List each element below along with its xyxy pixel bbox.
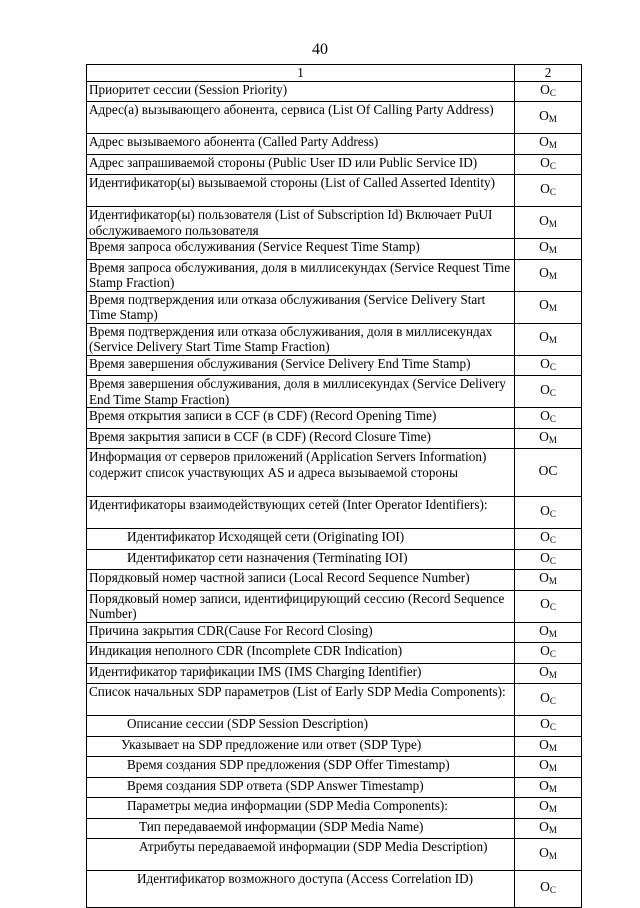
- row-value: [515, 239, 582, 260]
- row-value: [515, 207, 582, 239]
- value-base: O: [539, 212, 549, 228]
- table-row: [87, 134, 582, 155]
- value-sub: C: [549, 885, 556, 896]
- row-value: [515, 81, 582, 102]
- value-base: O: [540, 408, 550, 423]
- row-label: Идентификаторы взаимодействующих сетей (Inter Operator Identifiers):: [87, 497, 515, 529]
- table-row: [87, 239, 582, 260]
- value-base: O: [539, 107, 549, 123]
- table-row: [87, 663, 582, 684]
- table-row: [87, 622, 582, 643]
- row-label: Время запроса обслуживания, доля в миллисекундах (Service Request Time Stamp Fraction): [87, 259, 515, 291]
- row-value: [515, 777, 582, 798]
- value-sub: C: [549, 649, 556, 659]
- row-label: Идентификатор(ы) вызываемой стороны (List of Called Asserted Identity): [87, 175, 515, 207]
- row-label: Порядковый номер записи, идентифицирующий сессию (Record Sequence Number): [87, 590, 515, 622]
- row-value: [515, 408, 582, 429]
- table-header-row: [87, 65, 582, 82]
- value-sub: M: [548, 434, 557, 445]
- row-label: Приоритет сессии (Session Priority): [87, 81, 515, 102]
- row-value: [515, 798, 582, 819]
- value-sub: C: [549, 160, 556, 171]
- value-base: O: [540, 154, 550, 170]
- row-label: Идентификатор сети назначения (Terminating IOI): [87, 549, 515, 570]
- table-row: [87, 207, 582, 239]
- row-value: [515, 154, 582, 175]
- value-base: O: [539, 297, 549, 313]
- table-row: [87, 590, 582, 622]
- row-value: [515, 622, 582, 643]
- row-label: Причина закрытия CDR(Cause For Record Closing): [87, 622, 515, 643]
- table-row: [87, 839, 582, 871]
- value-base: O: [539, 428, 549, 444]
- table-row: [87, 102, 582, 134]
- row-label: Параметры медиа информации (SDP Media Components):: [87, 798, 515, 819]
- page-number: 40: [312, 41, 328, 58]
- table-row: [87, 449, 582, 497]
- row-value: [515, 818, 582, 839]
- value-base: O: [539, 265, 549, 281]
- row-label: Время завершения обслуживания, доля в миллисекундах (Service Delivery End Time Stamp Fraction): [87, 376, 515, 408]
- value-base: O: [539, 777, 549, 793]
- row-label: Время создания SDP предложения (SDP Offer Timestamp): [87, 757, 515, 778]
- value-base: O: [539, 570, 549, 585]
- row-label: Время подтверждения или отказа обслуживания, доля в миллисекундах (Service Delivery Start Time Stamp Fraction): [87, 323, 515, 355]
- value-sub: C: [549, 508, 556, 519]
- row-label: Идентификатор тарификации IMS (IMS Charging Identifier): [87, 663, 515, 684]
- value-base: O: [540, 529, 550, 544]
- row-label: Список начальных SDP параметров (List of Early SDP Media Components):: [87, 684, 515, 716]
- value-sub: C: [549, 555, 556, 566]
- table-row: [87, 684, 582, 716]
- row-value: [515, 355, 582, 376]
- table-row: [87, 175, 582, 207]
- row-value: [515, 428, 582, 449]
- row-value: [515, 570, 582, 591]
- row-label: Время завершения обслуживания (Service Delivery End Time Stamp): [87, 355, 515, 376]
- row-value: [515, 684, 582, 716]
- row-label: Указывает на SDP предложение или ответ (SDP Type): [87, 736, 515, 757]
- table-row: [87, 376, 582, 408]
- table-row: [87, 570, 582, 591]
- value-base: O: [540, 81, 550, 97]
- header-col-1: 1: [87, 65, 515, 82]
- value-sub: C: [549, 387, 556, 398]
- value-base: O: [539, 239, 549, 254]
- value-base: O: [540, 502, 550, 518]
- value-base: O: [540, 596, 550, 612]
- row-value: [515, 663, 582, 684]
- table-row: [87, 757, 582, 778]
- row-value: [515, 757, 582, 778]
- row-label: Информация от серверов приложений (Application Servers Information) содержит список участвующих AS и адреса вызываемой стороны: [87, 449, 515, 497]
- value-base: OC: [538, 462, 558, 478]
- row-value: [515, 736, 582, 757]
- value-sub: M: [548, 303, 557, 314]
- row-label: Адрес(а) вызывающего абонента, сервиса (List Of Calling Party Address): [87, 102, 515, 134]
- value-sub: M: [548, 669, 557, 680]
- table-row: [87, 643, 582, 664]
- row-value: [515, 716, 582, 737]
- value-base: O: [539, 844, 549, 860]
- row-value: [515, 497, 582, 529]
- row-label: Индикация неполного CDR (Incomplete CDR Indication): [87, 643, 515, 664]
- table-row: [87, 871, 582, 908]
- value-base: O: [540, 180, 550, 196]
- value-sub: M: [548, 576, 557, 586]
- value-sub: C: [549, 87, 556, 98]
- value-sub: M: [548, 628, 557, 639]
- row-value: [515, 259, 582, 291]
- table-row: [87, 408, 582, 429]
- value-sub: C: [549, 414, 556, 424]
- row-label: Идентификатор Исходящей сети (Originating IOI): [87, 529, 515, 550]
- row-value: [515, 291, 582, 323]
- value-sub: C: [549, 361, 556, 372]
- value-sub: M: [548, 271, 557, 282]
- row-label: Адрес вызываемого абонента (Called Party Address): [87, 134, 515, 155]
- row-label: Атрибуты передаваемой информации (SDP Media Description): [87, 839, 515, 871]
- row-value: [515, 449, 582, 497]
- value-sub: M: [548, 113, 557, 124]
- row-label: Время подтверждения или отказа обслуживания (Service Delivery Start Time Stamp): [87, 291, 515, 323]
- row-value: [515, 323, 582, 355]
- value-sub: C: [549, 535, 556, 545]
- value-base: O: [539, 818, 549, 834]
- value-sub: M: [548, 783, 557, 794]
- value-sub: C: [549, 186, 556, 197]
- table-row: [87, 818, 582, 839]
- table-row: [87, 323, 582, 355]
- value-base: O: [540, 549, 550, 565]
- row-value: [515, 134, 582, 155]
- value-sub: M: [548, 218, 557, 229]
- row-value: [515, 871, 582, 908]
- table-row: [87, 355, 582, 376]
- parameter-table: [86, 64, 582, 908]
- value-base: O: [539, 663, 549, 679]
- row-label: Идентификатор возможного доступа (Access Correlation ID): [87, 871, 515, 908]
- row-value: [515, 549, 582, 570]
- row-label: Время закрытия записи в CCF (в CDF) (Record Closure Time): [87, 428, 515, 449]
- table-row: [87, 716, 582, 737]
- value-base: O: [540, 716, 550, 731]
- table-row: [87, 428, 582, 449]
- value-sub: M: [548, 804, 557, 814]
- value-sub: M: [548, 335, 557, 346]
- value-base: O: [540, 355, 550, 371]
- table-row: [87, 81, 582, 102]
- value-sub: M: [548, 850, 557, 861]
- row-value: [515, 529, 582, 550]
- table-row: [87, 497, 582, 529]
- table-row: [87, 291, 582, 323]
- row-label: Описание сессии (SDP Session Description): [87, 716, 515, 737]
- value-base: O: [539, 798, 549, 813]
- value-sub: M: [548, 742, 557, 753]
- table-row: [87, 777, 582, 798]
- value-base: O: [540, 381, 550, 397]
- row-value: [515, 590, 582, 622]
- row-label: Время создания SDP ответа (SDP Answer Timestamp): [87, 777, 515, 798]
- value-sub: M: [548, 140, 557, 150]
- header-col-2: 2: [515, 65, 582, 82]
- value-base: O: [539, 622, 549, 638]
- row-value: [515, 376, 582, 408]
- row-label: Тип передаваемой информации (SDP Media Name): [87, 818, 515, 839]
- table-row: [87, 529, 582, 550]
- row-value: [515, 175, 582, 207]
- table-row: [87, 736, 582, 757]
- value-sub: M: [548, 824, 557, 835]
- table-row: [87, 259, 582, 291]
- row-value: [515, 839, 582, 871]
- row-value: [515, 102, 582, 134]
- row-value: [515, 643, 582, 664]
- value-base: O: [540, 689, 550, 705]
- value-base: O: [539, 134, 549, 149]
- table-row: [87, 154, 582, 175]
- value-base: O: [539, 736, 549, 752]
- value-base: O: [539, 329, 549, 345]
- value-sub: C: [549, 602, 556, 613]
- row-label: Время запроса обслуживания (Service Request Time Stamp): [87, 239, 515, 260]
- value-base: O: [540, 643, 550, 658]
- table-row: [87, 549, 582, 570]
- value-base: O: [540, 879, 550, 895]
- value-sub: C: [549, 722, 556, 732]
- value-base: O: [539, 757, 549, 772]
- value-sub: C: [549, 695, 556, 706]
- value-sub: M: [548, 245, 557, 255]
- value-sub: M: [548, 763, 557, 773]
- row-label: Время открытия записи в CCF (в CDF) (Record Opening Time): [87, 408, 515, 429]
- row-label: Идентификатор(ы) пользователя (List of Subscription Id) Включает PuUI обслуживаемого пользователя: [87, 207, 515, 239]
- row-label: Порядковый номер частной записи (Local Record Sequence Number): [87, 570, 515, 591]
- table-row: [87, 798, 582, 819]
- row-label: Адрес запрашиваемой стороны (Public User ID или Public Service ID): [87, 154, 515, 175]
